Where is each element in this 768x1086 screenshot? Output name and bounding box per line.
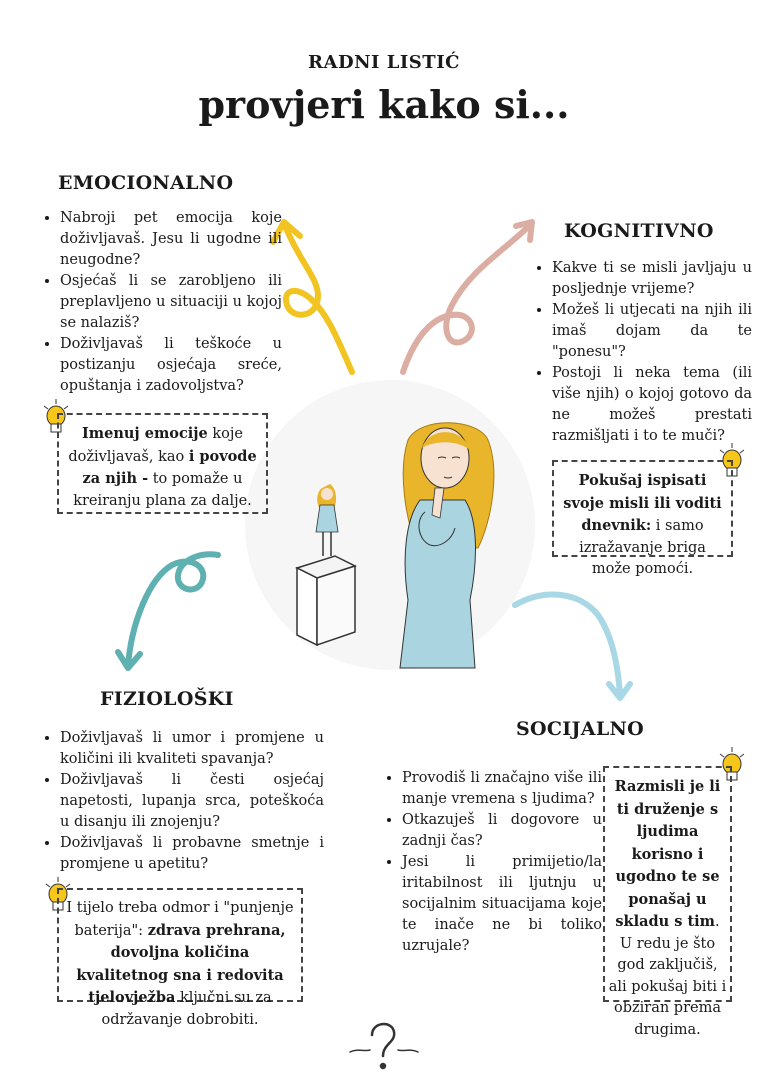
page-title: provjeri kako si...: [198, 82, 570, 127]
tip-text: koje doživljavaš, kao: [68, 426, 243, 465]
teal-arrow: [118, 554, 218, 668]
pink-arrow: [403, 222, 532, 372]
list-item: • Otkazuješ li dogovore u zadnji čas?: [402, 810, 602, 852]
question-mark-icon: [350, 1024, 418, 1068]
tip-text: I tijelo treba odmor i "punjenje baterija":: [66, 900, 294, 939]
tip-text: ključni su za održavanje dobrobiti.: [101, 990, 272, 1028]
tip-box-kognitivno: [552, 460, 733, 577]
list-fizioloski: [40, 728, 324, 875]
list-emocionalno: [40, 208, 282, 397]
section-title-fizioloski: FIZIOLOŠKI: [100, 688, 234, 710]
tip-box-emocionalno: [57, 413, 268, 514]
tip-text: i samo izražavanje briga može pomoći.: [579, 518, 706, 577]
list-item: • Doživljavaš li teškoće u postizanju osjećaja sreće, opuštanja i zadovoljstva?: [60, 334, 282, 397]
tip-bold: Pokušaj ispisati svoje misli ili voditi dnevnik:: [563, 472, 722, 534]
section-title-socijalno: SOCIJALNO: [516, 718, 644, 740]
yellow-arrow: [273, 222, 352, 372]
tip-text: . U redu je što god zaključiš, ali pokušaj biti i obziran prema drugima.: [608, 914, 727, 1038]
section-title-emocionalno: EMOCIONALNO: [58, 172, 234, 194]
list-kognitivno: [532, 258, 752, 447]
worksheet-label: RADNI LISTIĆ: [308, 52, 460, 73]
list-item: • Nabroji pet emocija koje doživljavaš. Jesu li ugodne ili neugodne?: [60, 208, 282, 271]
pedestal: [297, 556, 355, 645]
tip-bold: Imenuj emocije: [82, 425, 208, 442]
tip-text: to pomaže u kreiranju plana za dalje.: [73, 471, 252, 509]
list-item: • Osjećaš li se zarobljeno ili preplavljeno u situaciji u kojoj se nalaziš?: [60, 271, 282, 334]
tip-box-socijalno: [603, 766, 732, 1038]
list-socijalno: [382, 768, 602, 957]
tip-bold: zdrava prehrana, dovoljna količina kvalitetnog sna i redovita tjelovježba: [76, 921, 286, 1006]
list-item: • Doživljavaš li česti osjećaj napetosti, lupanja srca, poteškoća u disanju ili znojenju?: [60, 770, 324, 833]
list-item: • Kakve ti se misli javljaju u posljednje vrijeme?: [552, 258, 752, 300]
list-item: • Postoji li neka tema (ili više njih) o kojoj gotovo da ne možeš prestati razmišljati i to te muči?: [552, 363, 752, 447]
tip-box-fizioloski: [57, 888, 303, 1028]
tip-bold: Razmisli je li ti druženje s ljudima korisno i ugodno te se ponašaj u skladu s tim: [614, 778, 721, 930]
lightblue-arrow: [515, 595, 630, 698]
tip-bold: i povode za njih -: [82, 447, 257, 487]
background-circle: [245, 380, 535, 670]
list-item: • Doživljavaš li umor i promjene u količini ili kvaliteti spavanja?: [60, 728, 324, 770]
list-item: • Možeš li utjecati na njih ili imaš dojam da te "ponesu"?: [552, 300, 752, 363]
section-title-kognitivno: KOGNITIVNO: [564, 220, 714, 242]
list-item: • Jesi li primijetio/la iritabilnost ili ljutnju u socijalnim situacijama koje te inače ne bi toliko uzrujale?: [402, 852, 602, 957]
list-item: • Doživljavaš li probavne smetnje i promjene u apetitu?: [60, 833, 324, 875]
list-item: • Provodiš li značajno više ili manje vremena s ljudima?: [402, 768, 602, 810]
